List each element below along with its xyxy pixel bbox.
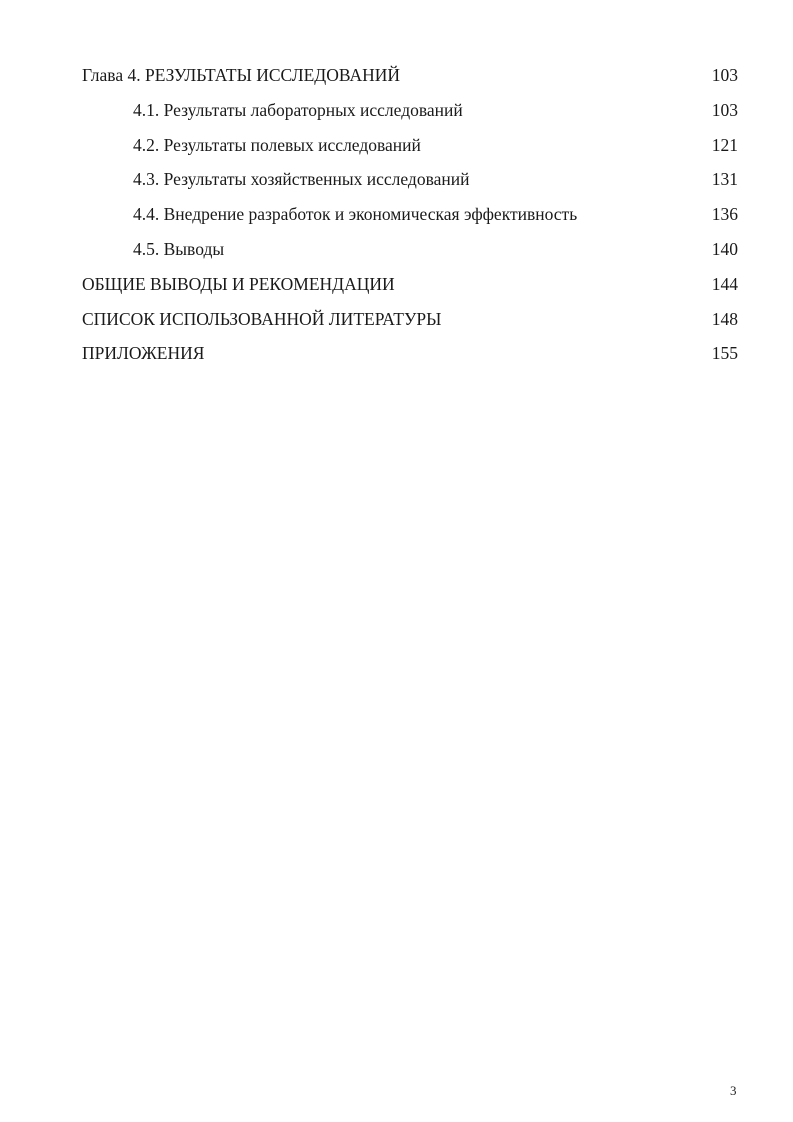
toc-entry-title: ОБЩИЕ ВЫВОДЫ И РЕКОМЕНДАЦИИ: [82, 273, 395, 294]
toc-entry-page: 103: [711, 99, 738, 120]
toc-entry-title: Глава 4. РЕЗУЛЬТАТЫ ИССЛЕДОВАНИЙ: [82, 65, 401, 85]
toc-entry-references: [82, 302, 738, 337]
toc-entry-page: 148: [711, 308, 738, 329]
toc-entry-title: СПИСОК ИСПОЛЬЗОВАННОЙ ЛИТЕРАТУРЫ: [82, 308, 442, 329]
toc-entry-page: 103: [711, 65, 738, 85]
toc-dot-leader: [474, 184, 709, 185]
toc-dot-leader: [209, 358, 709, 359]
table-of-contents: [82, 58, 738, 371]
toc-dot-leader: [405, 80, 710, 81]
toc-entry-chapter-4: [82, 58, 738, 93]
toc-dot-leader: [400, 289, 710, 290]
toc-entry-title: 4.1. Результаты лабораторных исследований: [133, 99, 463, 120]
toc-dot-leader: [468, 115, 710, 116]
toc-entry-title: 4.2. Результаты полевых исследований: [133, 134, 421, 155]
toc-entry-title: 4.4. Внедрение разработок и экономическая эффективность: [133, 204, 578, 225]
toc-entry-page: 140: [711, 238, 738, 259]
toc-entry-page: 144: [711, 273, 738, 294]
toc-entry-page: 136: [711, 204, 738, 225]
toc-entry-section-4-4: [82, 197, 738, 232]
toc-entry-page: 155: [711, 343, 738, 364]
toc-entry-page: 131: [711, 169, 738, 190]
toc-entry-conclusions: [82, 267, 738, 302]
toc-dot-leader: [582, 219, 710, 220]
toc-entry-section-4-5: [82, 232, 738, 267]
toc-entry-appendices: [82, 336, 738, 371]
toc-entry-section-4-1: [82, 93, 738, 128]
page-number: 3: [730, 1083, 737, 1098]
toc-entry-section-4-3: [82, 162, 738, 197]
toc-dot-leader: [446, 324, 709, 325]
toc-dot-leader: [426, 150, 710, 151]
toc-entry-title: 4.3. Результаты хозяйственных исследований: [133, 169, 470, 190]
toc-entry-page: 121: [711, 134, 738, 155]
toc-entry-title: ПРИЛОЖЕНИЯ: [82, 343, 205, 364]
toc-entry-section-4-2: [82, 128, 738, 163]
toc-entry-title: 4.5. Выводы: [133, 238, 225, 259]
toc-dot-leader: [229, 254, 710, 255]
